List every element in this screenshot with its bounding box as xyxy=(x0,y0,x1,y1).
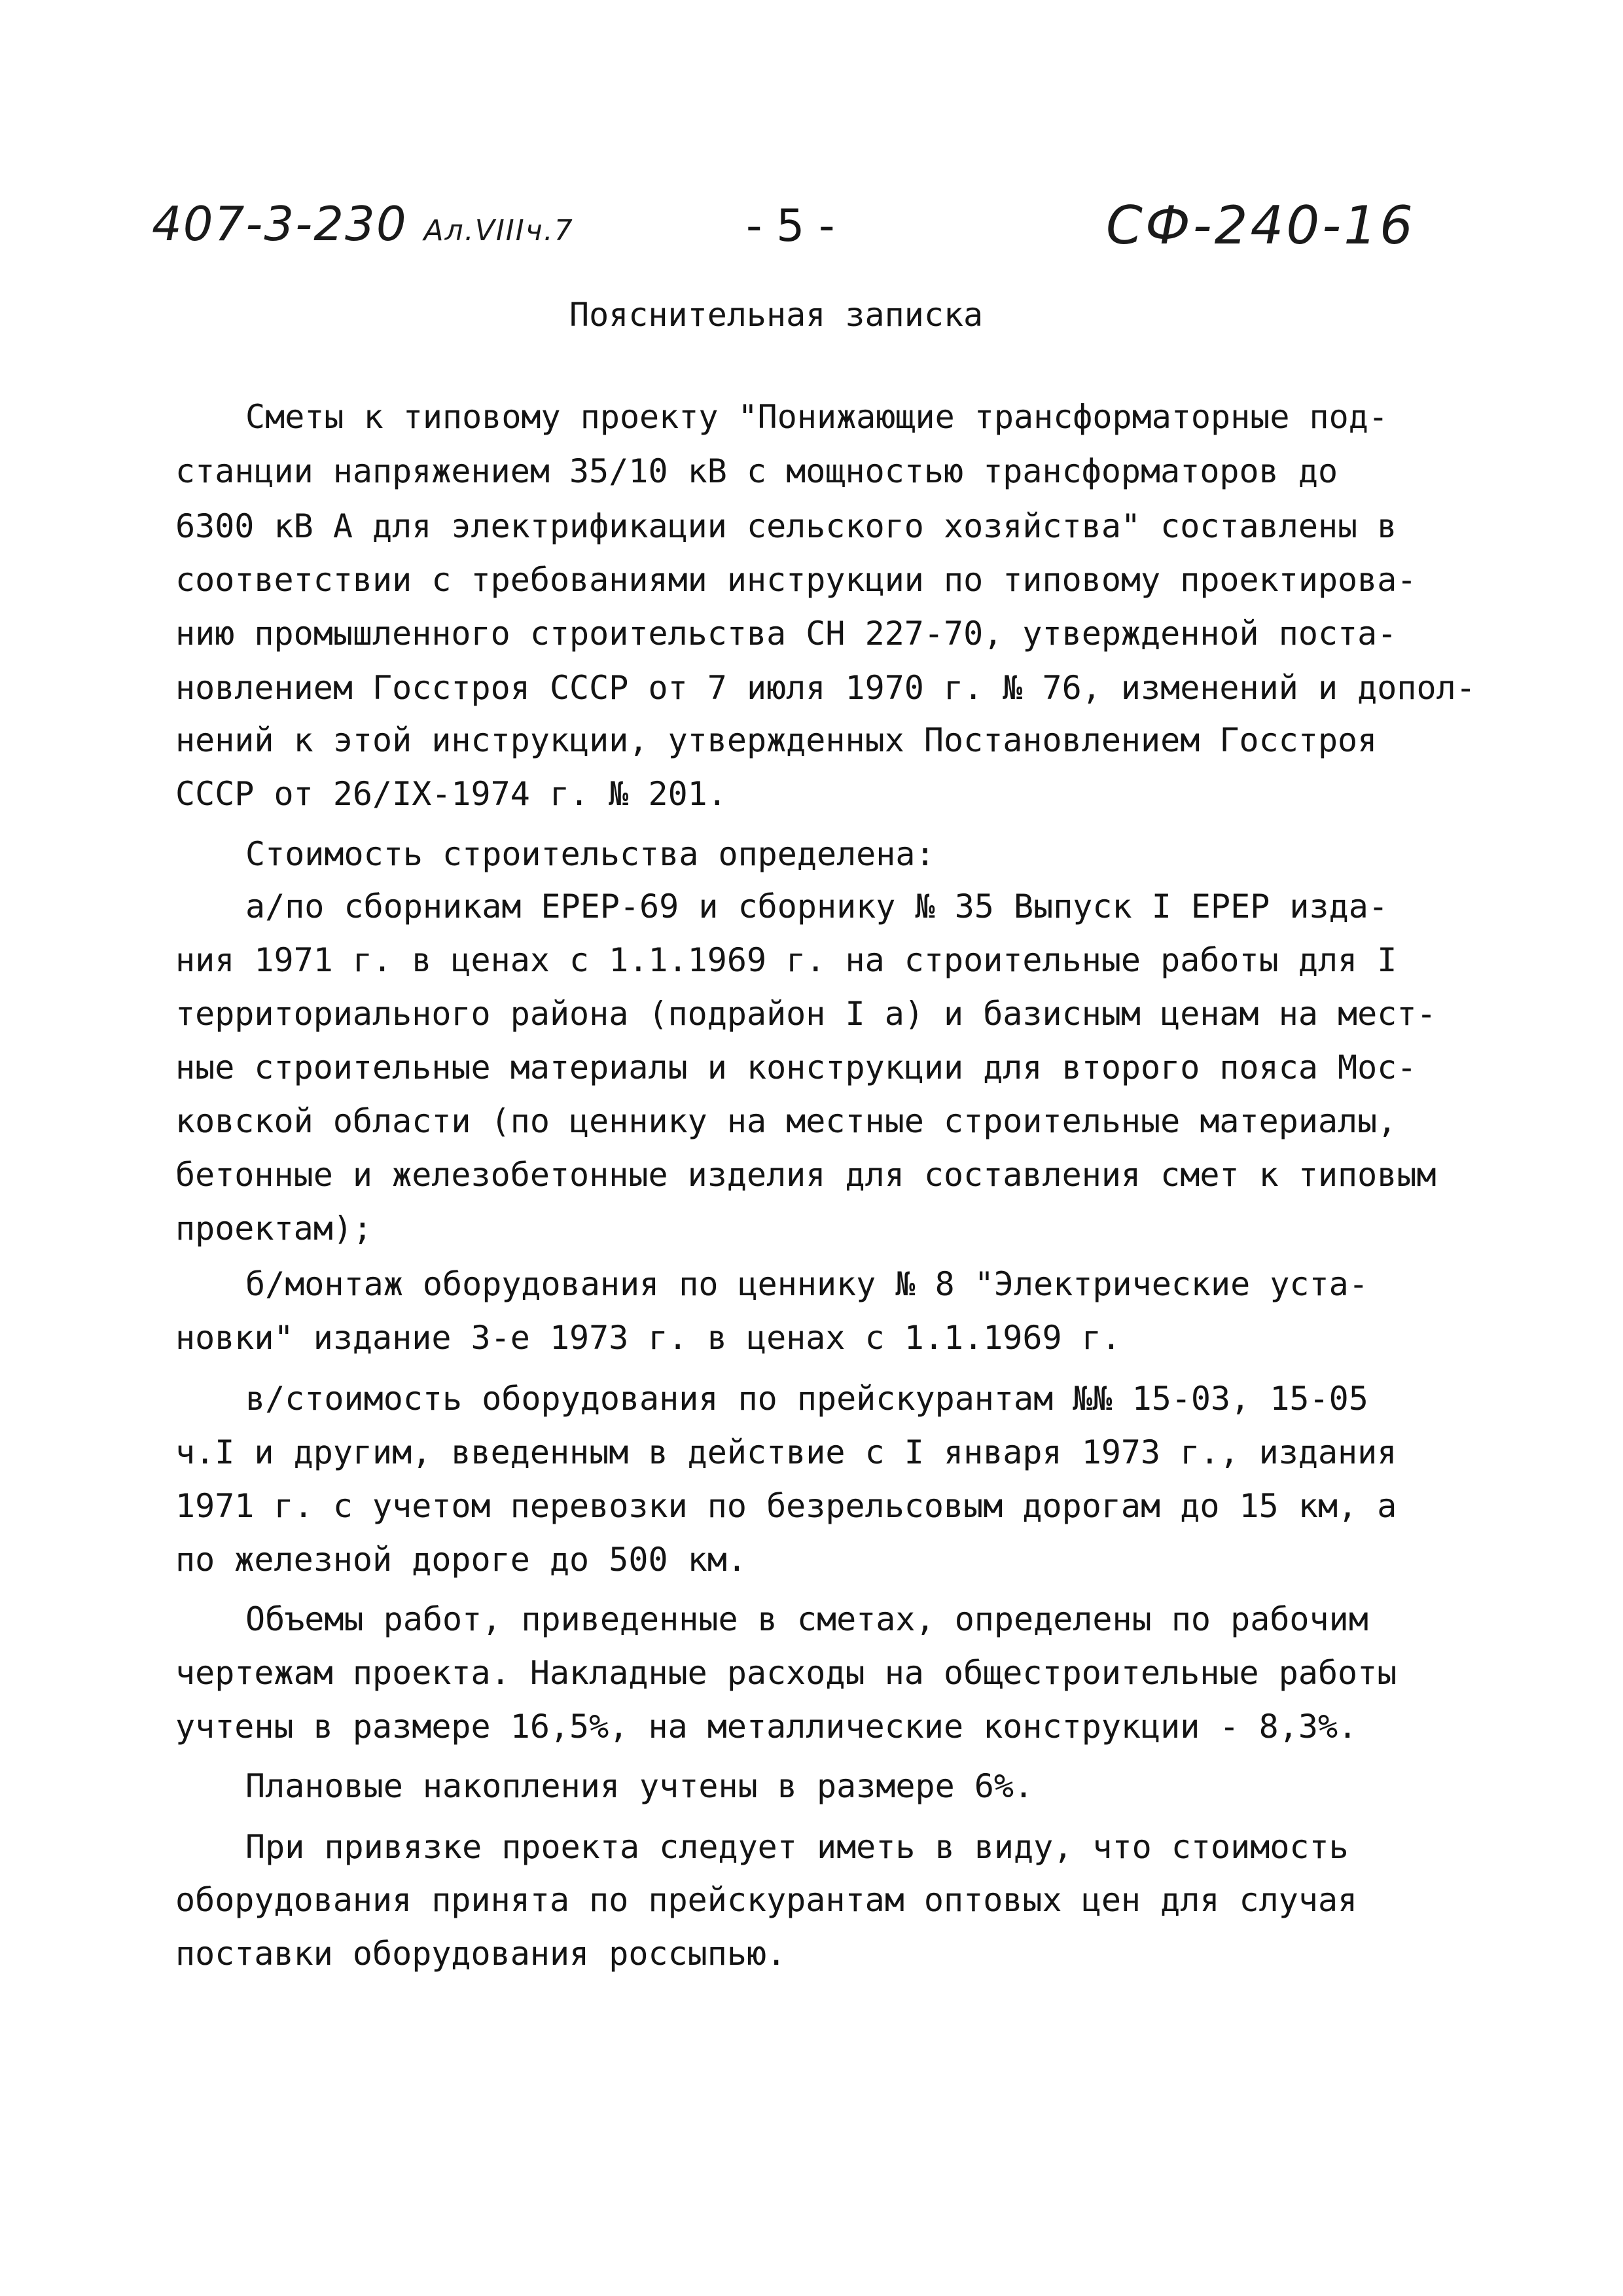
text-line: новлением Госстроя СССР от 7 июля 1970 г. № 76, изменений и допол- xyxy=(175,669,1476,707)
document-code: 407-3-230 xyxy=(152,196,408,251)
text-line: При привязке проекта следует иметь в виду, что стоимость xyxy=(245,1828,1349,1866)
album-part-code: Ал.VIIIч.7 xyxy=(423,214,574,247)
text-line: по железной дороге до 500 км. xyxy=(175,1541,747,1579)
text-line: Сметы к типовому проекту "Понижающие трансформаторные под- xyxy=(245,398,1388,436)
text-line: Объемы работ, приведенные в сметах, определены по рабочим xyxy=(245,1600,1368,1638)
page-title: Пояснительная записка xyxy=(569,296,984,334)
text-line: станции напряжением 35/10 кВ с мощностью трансформаторов до xyxy=(175,452,1338,490)
text-line: чертежам проекта. Накладные расходы на общестроительные работы xyxy=(175,1654,1397,1692)
text-line: бетонные и железобетонные изделия для составления смет к типовым xyxy=(175,1156,1436,1194)
text-line: ния 1971 г. в ценах с 1.1.1969 г. на строительные работы для I xyxy=(175,941,1397,979)
text-line: а/по сборникам ЕРЕР-69 и сборнику № 35 Выпуск I ЕРЕР изда- xyxy=(245,888,1388,925)
text-line: нений к этой инструкции, утвержденных Постановлением Госстроя xyxy=(175,721,1378,759)
text-line: СССР от 26/IX-1974 г. № 201. xyxy=(175,775,727,813)
text-line: ные строительные материалы и конструкции для второго пояса Мос- xyxy=(175,1049,1417,1086)
text-line: новки" издание 3-е 1973 г. в ценах с 1.1.1969 г. xyxy=(175,1319,1121,1357)
document-code-right: СФ-240-16 xyxy=(1106,195,1416,256)
page-number: - 5 - xyxy=(746,200,835,252)
document-code-left xyxy=(152,196,574,251)
text-line: ч.I и другим, введенным в действие с I января 1973 г., издания xyxy=(175,1433,1397,1471)
text-line: учтены в размере 16,5%, на металлические конструкции - 8,3%. xyxy=(175,1708,1358,1746)
text-line: б/монтаж оборудования по ценнику № 8 "Электрические уста- xyxy=(245,1265,1368,1303)
text-line: Стоимость строительства определена: xyxy=(245,835,935,873)
text-line: в/стоимость оборудования по прейскурантам №№ 15-03, 15-05 xyxy=(245,1380,1368,1418)
text-line: 6300 кВ А для электрификации сельского хозяйства" составлены в xyxy=(175,507,1397,545)
text-line: проектам); xyxy=(175,1210,373,1247)
text-line: Плановые накопления учтены в размере 6%. xyxy=(245,1767,1034,1805)
text-line: нию промышленного строительства СН 227-70, утвержденной поста- xyxy=(175,615,1397,653)
text-line: территориального района (подрайон I а) и базисным ценам на мест- xyxy=(175,995,1436,1033)
text-line: поставки оборудования россыпью. xyxy=(175,1935,787,1973)
text-line: ковской области (по ценнику на местные строительные материалы, xyxy=(175,1102,1397,1140)
text-line: 1971 г. с учетом перевозки по безрельсовым дорогам до 15 км, а xyxy=(175,1487,1397,1525)
text-line: оборудования принята по прейскурантам оптовых цен для случая xyxy=(175,1881,1358,1919)
text-line: соответствии с требованиями инструкции по типовому проектирова- xyxy=(175,561,1417,599)
